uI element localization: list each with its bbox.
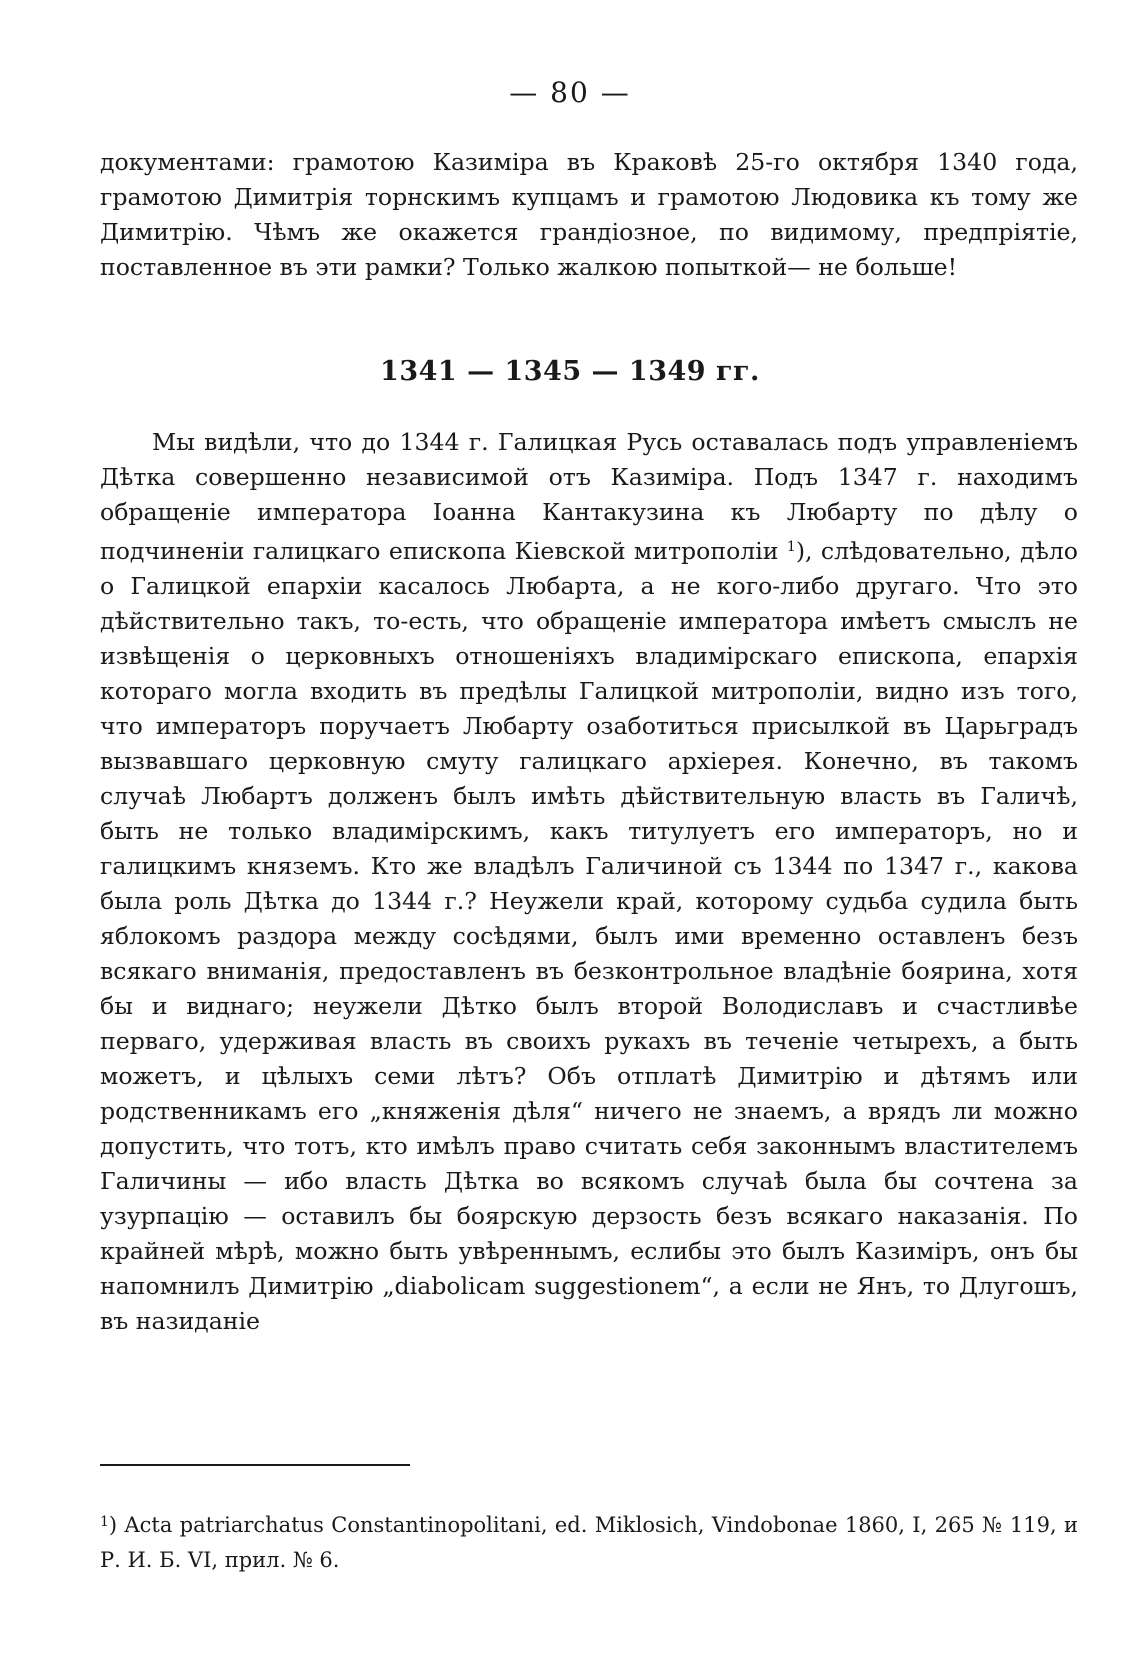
footnote-divider bbox=[100, 1464, 410, 1466]
footnote-reference: 1 bbox=[786, 539, 796, 555]
main-text bbox=[100, 425, 1078, 1339]
footnote bbox=[100, 1505, 1078, 1578]
footnote-text: ) Acta patriarchatus Constantinopolitani, ed. Miklosich, Vindobonae 1860, I, 265 № 119, и Р. И. Б. VI, прил. № 6. bbox=[100, 1513, 1078, 1572]
footnote-marker: 1 bbox=[100, 1514, 109, 1530]
intro-text: документами: грамотою Казиміра въ Краковѣ 25-го октября 1340 года, грамотою Димитрія торнскимъ купцамъ и грамотою Людовика къ тому же Димитрію. Чѣмъ же окажется грандіозное, по видимому, предпріятіе, поставленное въ эти рамки? Только жалкою попыткой— не больше! bbox=[100, 148, 1078, 281]
intro-paragraph bbox=[100, 145, 1078, 285]
main-text-part2: ), слѣдовательно, дѣло о Галицкой епархіи касалось Любарта, а не кого-либо другаго. Что это дѣйствительно такъ, то-есть, что обращеніе императора имѣетъ смыслъ не извѣщенія о церковныхъ отношеніяхъ владимірскаго епископа, епархія котораго могла входить въ предѣлы Галицкой митрополіи, видно изъ того, что императоръ поручаетъ Любарту озаботиться присылкой въ Царьградъ вызвавшаго церковную смуту галицкаго архіерея. Конечно, въ такомъ случаѣ Любартъ долженъ былъ имѣть дѣйствительную власть въ Галичѣ, быть не только владимірскимъ, какъ титулуетъ его императоръ, но и галицкимъ княземъ. Кто же владѣлъ Галичиной съ 1344 по 1347 г., какова была роль Дѣтка до 1344 г.? Неужели край, которому судьба судила быть яблокомъ раздора между сосѣдями, былъ ими временно оставленъ безъ всякаго вниманія, предоставленъ въ безконтрольное владѣніе боярина, хотя бы и виднаго; неужели Дѣтко былъ второй Володиславъ и счастливѣе перваго, удерживая власть въ своихъ рукахъ въ теченіе четырехъ, а быть можетъ, и цѣлыхъ семи лѣтъ? Объ отплатѣ Димитрію и дѣтямъ или родственникамъ его „княженія дѣля“ ничего не знаемъ, а врядъ ли можно допустить, что тотъ, кто имѣлъ право считать себя законнымъ властителемъ Галичины — ибо власть Дѣтка во всякомъ случаѣ была бы сочтена за узурпацію — оставилъ бы боярскую дерзость безъ всякаго наказанія. По крайней мѣрѣ, можно быть увѣреннымъ, еслибы это былъ Казиміръ, онъ бы напомнилъ Димитрію „diabolicam suggestionem“, а если не Янъ, то Длугошъ, въ назиданіе bbox=[100, 537, 1078, 1335]
section-heading: 1341 — 1345 — 1349 гг. bbox=[380, 356, 760, 387]
main-text-part1: Мы видѣли, что до 1344 г. Галицкая Русь оставалась подъ управленіемъ Дѣтка совершенно независимой отъ Казиміра. Подъ 1347 г. находимъ обращеніе императора Іоанна Кантакузина къ Любарту по дѣлу о подчиненіи галицкаго епископа Кіевской митрополіи bbox=[100, 428, 1078, 565]
main-paragraph bbox=[100, 425, 1078, 1339]
page-number: — 80 — bbox=[509, 76, 631, 109]
